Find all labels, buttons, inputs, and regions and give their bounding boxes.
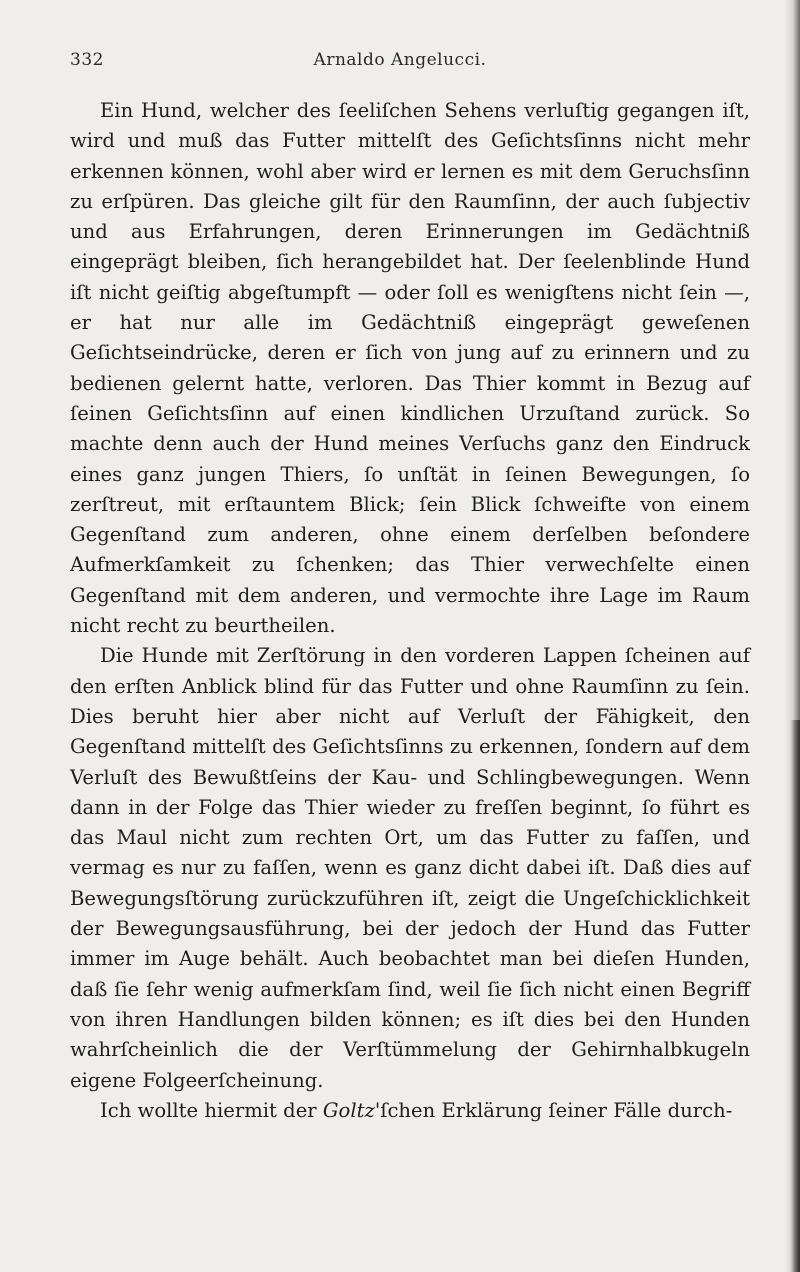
page-edge-shadow-lower <box>790 720 800 1272</box>
body-text <box>70 96 750 1126</box>
paragraph: Die Hunde mit Zerſtörung in den vorderen Lappen ſcheinen auf den erſten Anblick blind für das Futter und ohne Raumſinn zu ſein. Dies beruht hier aber nicht auf Verluſt der Fähigkeit, den Gegenſtand mittelſt des Geſichtsſinns zu erkennen, ſondern auf dem Verluſt des Bewußtſeins der Kau- und Schlingbewegungen. Wenn dann in der Folge das Thier wieder zu freſſen beginnt, ſo führt es das Maul nicht zum rechten Ort, um das Futter zu faſſen, und vermag es nur zu faſſen, wenn es ganz dicht dabei iſt. Daß dies auf Bewegungsſtörung zurückzuführen iſt, zeigt die Ungeſchicklichkeit der Bewegungsausführung, bei der jedoch der Hund das Futter immer im Auge behält. Auch beobachtet man bei dieſen Hunden, daß ſie ſehr wenig aufmerkſam ſind, weil ſie ſich nicht einen Begriff von ihren Handlungen bilden können; es iſt dies bei den Hunden wahrſcheinlich die der Verſtümmelung der Gehirnhalbkugeln eigene Folgeerſcheinung. <box>70 644 750 1092</box>
page-number: 332 <box>70 50 104 70</box>
paragraph-text: 'ſchen Erklärung ſeiner Fälle durch- <box>374 1098 733 1122</box>
running-head: Arnaldo Angelucci. <box>313 50 487 70</box>
page-header <box>0 50 800 80</box>
paragraph-text: Ich wollte hiermit der <box>100 1098 323 1122</box>
author-name-italic: Goltz <box>322 1098 375 1122</box>
paragraph <box>70 1096 750 1126</box>
paragraph: Ein Hund, welcher des ſeeliſchen Sehens verluſtig gegangen iſt, wird und muß das Futter mittelſt des Geſichtsſinns nicht mehr erkennen können, wohl aber wird er lernen es mit dem Geruchsſinn zu erſpüren. Das gleiche gilt für den Raumſinn, der auch ſubjectiv und aus Erfahrungen, deren Erinnerungen im Gedächtniß eingeprägt bleiben, ſich herangebildet hat. Der ſeelenblinde Hund iſt nicht geiſtig abgeſtumpft — oder ſoll es wenigſtens nicht ſein —, er hat nur alle im Gedächtniß eingeprägt geweſenen Geſichtseindrücke, deren er ſich von jung auf zu erinnern und zu bedienen gelernt hatte, verloren. Das Thier kommt in Bezug auf ſeinen Geſichtsſinn auf einen kindlichen Urzuſtand zurück. So machte denn auch der Hund meines Verſuchs ganz den Eindruck eines ganz jungen Thiers, ſo unſtät in ſeinen Bewegungen, ſo zerſtreut, mit erſtauntem Blick; ſein Blick ſchweifte von einem Gegenſtand zum anderen, ohne einem derſelben beſondere Aufmerkſamkeit zu ſchenken; das Thier verwechſelte einen Gegenſtand mit dem anderen, und vermochte ihre Lage im Raum nicht recht zu beurtheilen. <box>70 99 750 638</box>
